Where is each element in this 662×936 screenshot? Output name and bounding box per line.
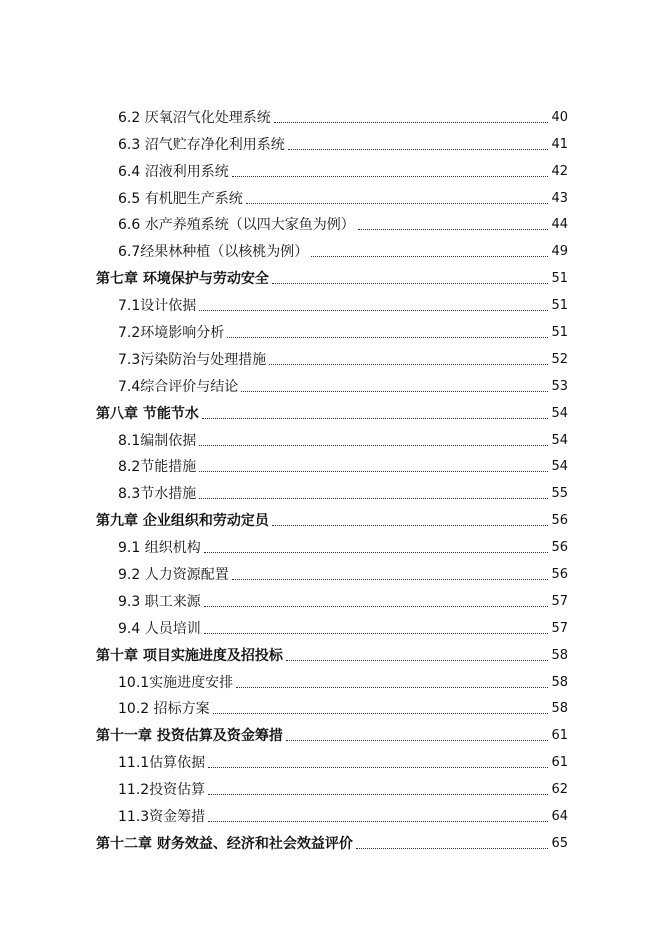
dot-leader <box>199 471 548 472</box>
toc-entry-title: 第七章 环境保护与劳动安全 <box>96 271 269 288</box>
dot-leader <box>286 740 549 741</box>
dot-leader <box>272 283 549 284</box>
toc-entry-title: 6.5 有机肥生产系统 <box>118 190 243 207</box>
toc-page-number: 64 <box>551 809 568 825</box>
toc-section-entry[interactable] <box>96 341 568 368</box>
toc-entry-title: 8.1编制依据 <box>118 432 197 449</box>
toc-section-entry[interactable] <box>96 610 568 637</box>
toc-page-number: 65 <box>551 835 568 851</box>
toc-page-number: 57 <box>551 620 568 636</box>
toc-section-entry[interactable] <box>96 475 568 502</box>
dot-leader <box>199 445 548 446</box>
toc-entry-title: 6.6 水产养殖系统（以四大家鱼为例） <box>118 217 355 234</box>
toc-section-entry[interactable] <box>96 556 568 583</box>
toc-page-number: 61 <box>551 728 568 744</box>
toc-entry-title: 9.1 组织机构 <box>118 540 201 557</box>
toc-page-number: 56 <box>551 540 568 556</box>
toc-entry-title: 6.2 厌氧沼气化处理系统 <box>118 109 271 126</box>
dot-leader <box>199 310 548 311</box>
table-of-contents <box>96 99 568 852</box>
toc-entry-title: 9.3 职工来源 <box>118 593 201 610</box>
toc-page-number: 53 <box>551 378 568 394</box>
toc-section-entry[interactable] <box>96 583 568 610</box>
dot-leader <box>232 176 549 177</box>
toc-section-entry[interactable] <box>96 691 568 718</box>
toc-section-entry[interactable] <box>96 449 568 476</box>
toc-entry-title: 第十一章 投资估算及资金筹措 <box>96 728 283 745</box>
dot-leader <box>232 579 549 580</box>
toc-page-number: 44 <box>551 217 568 233</box>
toc-section-entry[interactable] <box>96 744 568 771</box>
toc-entry-title: 9.2 人力资源配置 <box>118 567 229 584</box>
toc-page-number: 43 <box>551 190 568 206</box>
dot-leader <box>236 687 548 688</box>
dot-leader <box>213 713 549 714</box>
dot-leader <box>288 149 549 150</box>
toc-entry-title: 10.2 招标方案 <box>118 701 210 718</box>
toc-entry-title: 6.4 沼液利用系统 <box>118 163 229 180</box>
toc-page-number: 49 <box>551 244 568 260</box>
dot-leader <box>202 418 549 419</box>
toc-page-number: 51 <box>551 325 568 341</box>
toc-entry-title: 第九章 企业组织和劳动定员 <box>96 513 269 530</box>
dot-leader <box>241 391 548 392</box>
toc-chapter-entry[interactable] <box>96 260 568 287</box>
toc-page-number: 40 <box>551 109 568 125</box>
toc-page-number: 57 <box>551 593 568 609</box>
toc-entry-title: 8.2节能措施 <box>118 459 197 476</box>
toc-chapter-entry[interactable] <box>96 502 568 529</box>
toc-page-number: 41 <box>551 136 568 152</box>
toc-section-entry[interactable] <box>96 287 568 314</box>
toc-chapter-entry[interactable] <box>96 825 568 852</box>
toc-section-entry[interactable] <box>96 233 568 260</box>
toc-entry-title: 11.3资金筹措 <box>118 809 206 826</box>
toc-page-number: 61 <box>551 755 568 771</box>
dot-leader <box>204 633 549 634</box>
toc-chapter-entry[interactable] <box>96 395 568 422</box>
toc-entry-title: 第十二章 财务效益、经济和社会效益评价 <box>96 835 353 852</box>
dot-leader <box>356 848 549 849</box>
toc-entry-title: 7.1设计依据 <box>118 298 197 315</box>
toc-page-number: 51 <box>551 298 568 314</box>
toc-chapter-entry[interactable] <box>96 637 568 664</box>
dot-leader <box>311 256 548 257</box>
dot-leader <box>208 821 548 822</box>
dot-leader <box>246 203 549 204</box>
toc-section-entry[interactable] <box>96 153 568 180</box>
toc-section-entry[interactable] <box>96 664 568 691</box>
toc-page-number: 42 <box>551 163 568 179</box>
toc-page-number: 52 <box>551 351 568 367</box>
toc-page-number: 54 <box>551 405 568 421</box>
dot-leader <box>199 498 548 499</box>
toc-section-entry[interactable] <box>96 207 568 234</box>
toc-entry-title: 第十章 项目实施进度及招投标 <box>96 647 283 664</box>
toc-page-number: 54 <box>551 459 568 475</box>
toc-section-entry[interactable] <box>96 126 568 153</box>
toc-section-entry[interactable] <box>96 314 568 341</box>
dot-leader <box>286 660 549 661</box>
toc-section-entry[interactable] <box>96 180 568 207</box>
toc-section-entry[interactable] <box>96 99 568 126</box>
dot-leader <box>272 525 549 526</box>
dot-leader <box>204 552 549 553</box>
toc-page-number: 58 <box>551 701 568 717</box>
dot-leader <box>269 364 548 365</box>
dot-leader <box>227 337 548 338</box>
toc-page-number: 56 <box>551 567 568 583</box>
toc-section-entry[interactable] <box>96 771 568 798</box>
dot-leader <box>274 122 549 123</box>
toc-page-number: 55 <box>551 486 568 502</box>
toc-page-number: 54 <box>551 432 568 448</box>
toc-page-number: 58 <box>551 647 568 663</box>
toc-chapter-entry[interactable] <box>96 717 568 744</box>
toc-entry-title: 7.2环境影响分析 <box>118 325 225 342</box>
toc-page-number: 58 <box>551 674 568 690</box>
toc-entry-title: 7.4综合评价与结论 <box>118 378 239 395</box>
toc-section-entry[interactable] <box>96 368 568 395</box>
toc-entry-title: 第八章 节能节水 <box>96 405 199 422</box>
toc-page-number: 62 <box>551 782 568 798</box>
toc-entry-title: 6.7经果林种植（以核桃为例） <box>118 244 309 261</box>
toc-entry-title: 6.3 沼气贮存净化利用系统 <box>118 136 285 153</box>
toc-section-entry[interactable] <box>96 529 568 556</box>
dot-leader <box>208 794 548 795</box>
dot-leader <box>204 606 549 607</box>
toc-entry-title: 10.1实施进度安排 <box>118 674 234 691</box>
toc-page-number: 56 <box>551 513 568 529</box>
toc-entry-title: 11.1估算依据 <box>118 755 206 772</box>
toc-section-entry[interactable] <box>96 422 568 449</box>
toc-page-number: 51 <box>551 271 568 287</box>
toc-section-entry[interactable] <box>96 798 568 825</box>
toc-entry-title: 11.2投资估算 <box>118 782 206 799</box>
dot-leader <box>358 229 549 230</box>
toc-entry-title: 9.4 人员培训 <box>118 620 201 637</box>
dot-leader <box>208 767 548 768</box>
toc-entry-title: 7.3污染防治与处理措施 <box>118 351 267 368</box>
toc-entry-title: 8.3节水措施 <box>118 486 197 503</box>
